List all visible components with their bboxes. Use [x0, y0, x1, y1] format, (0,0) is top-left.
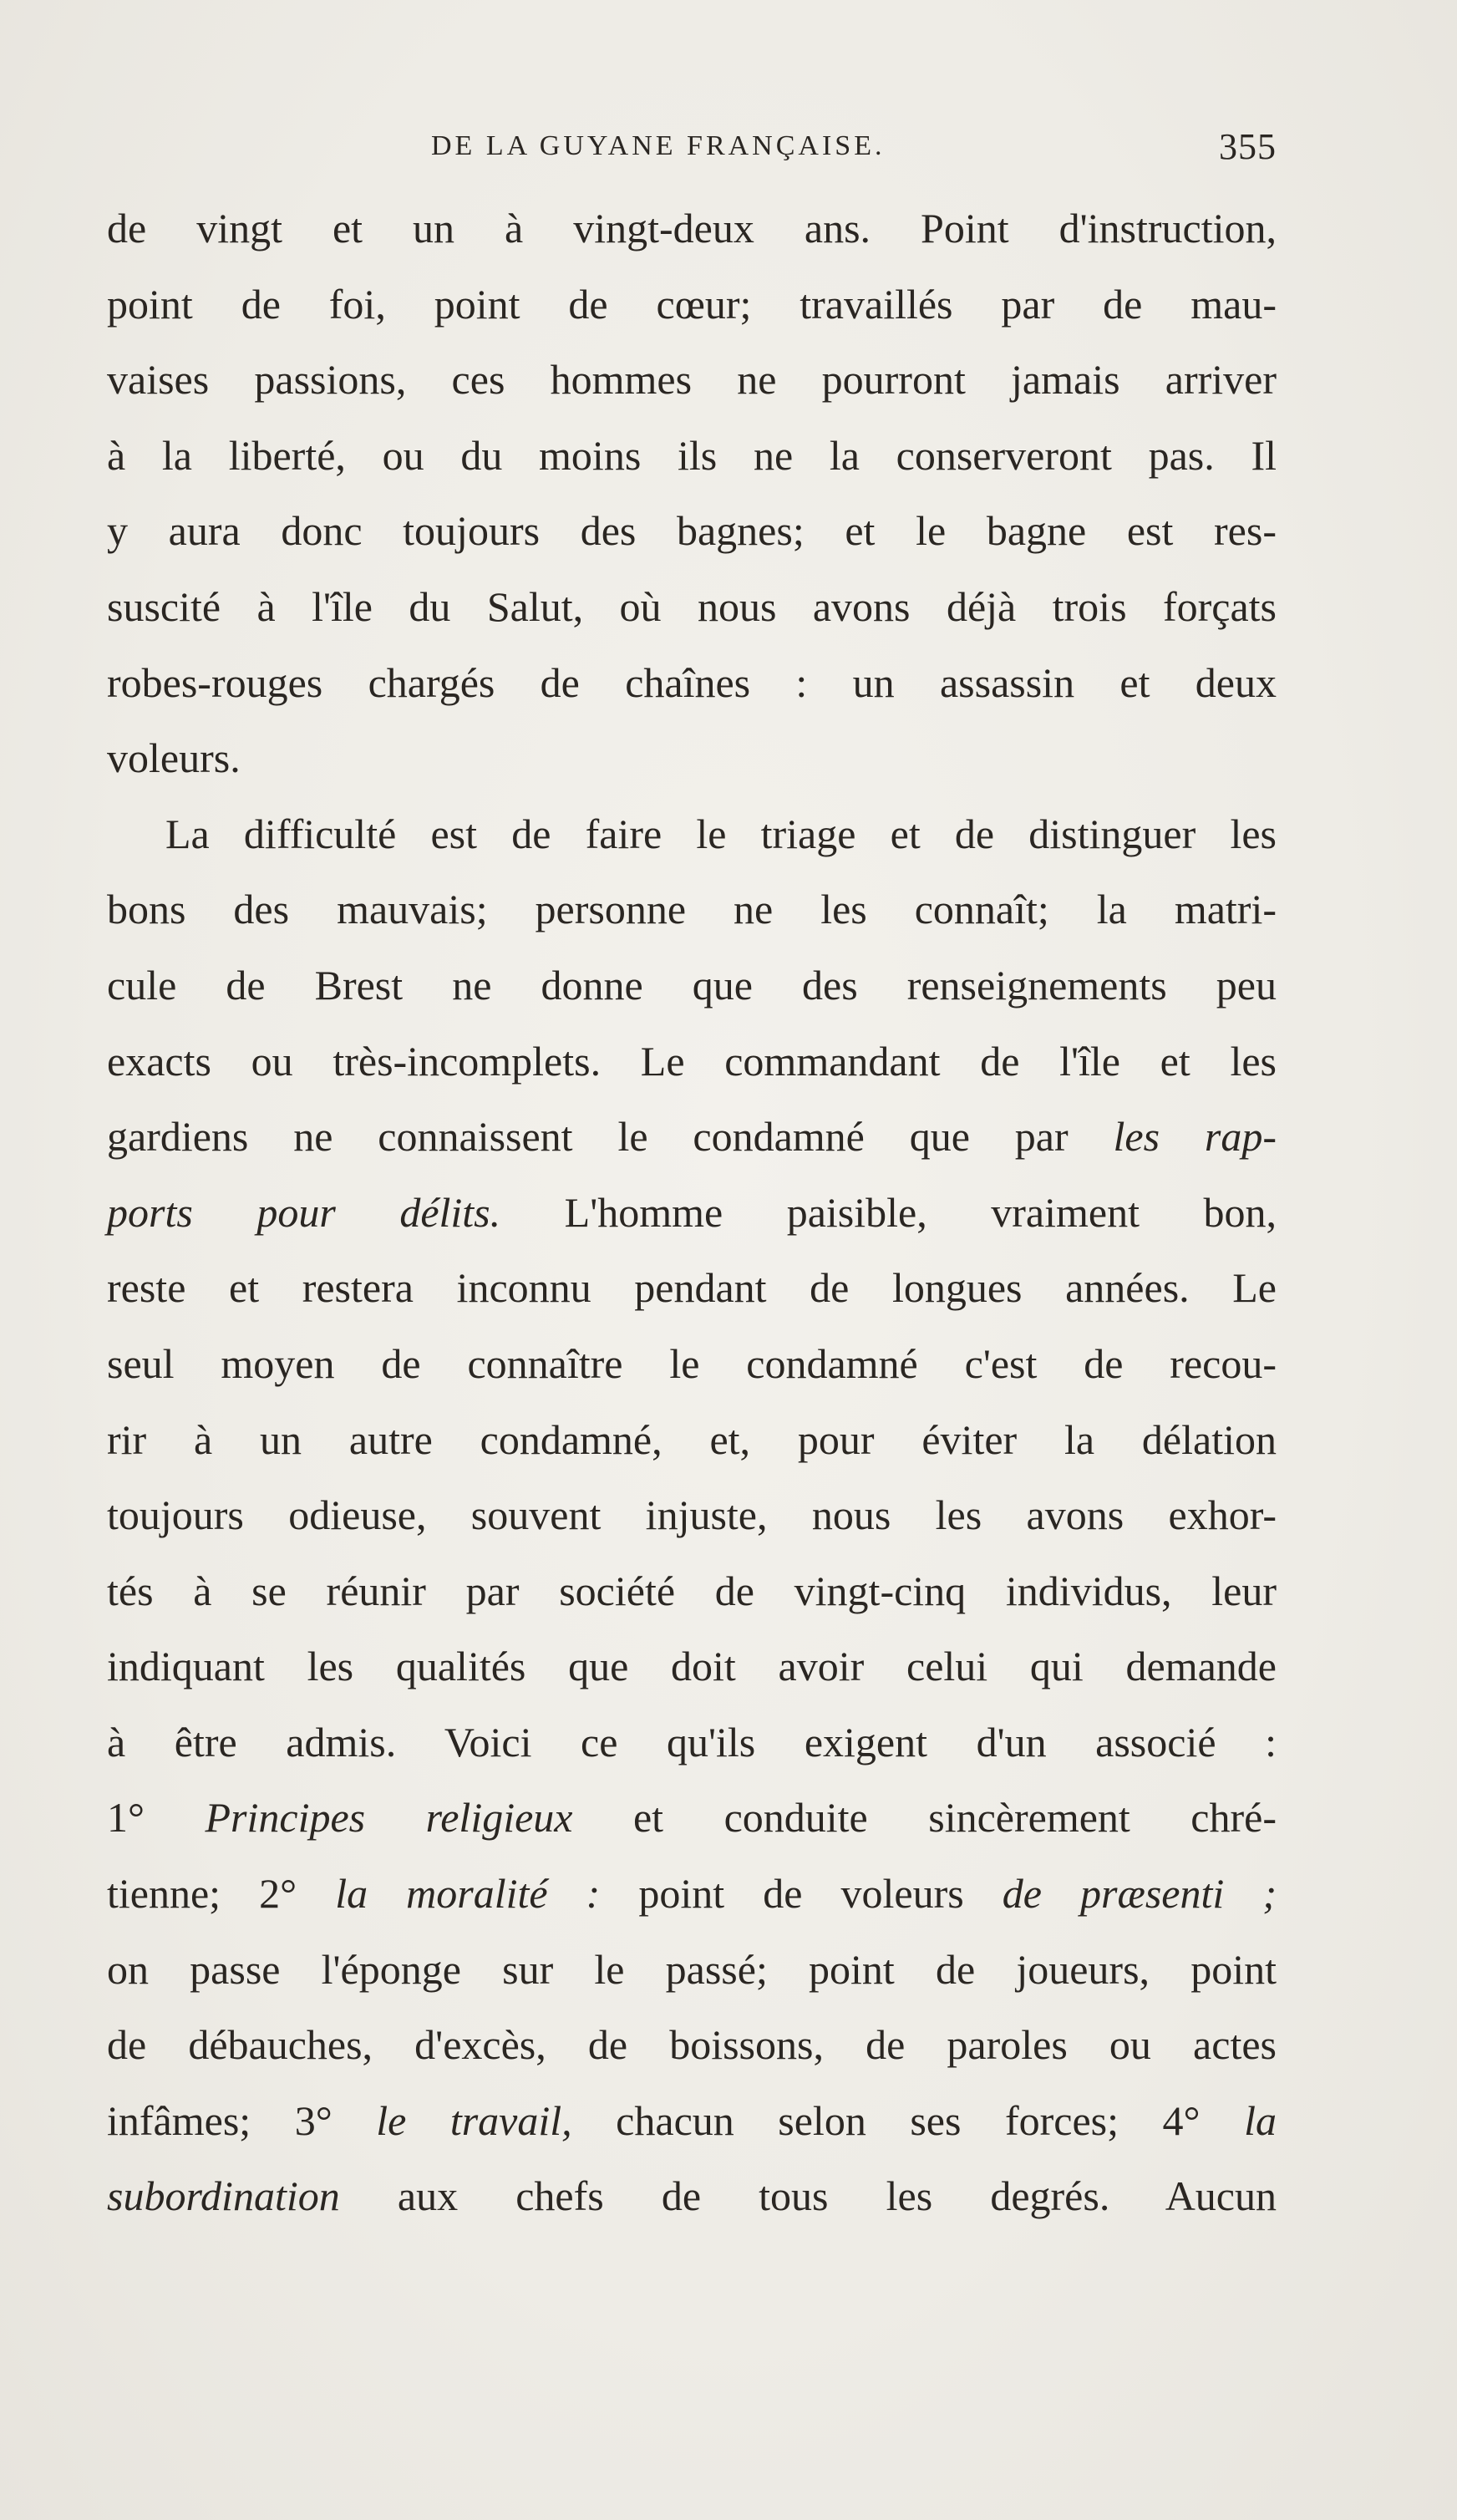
italic-segment: subordination [107, 2172, 340, 2220]
body-text [107, 191, 1277, 2234]
text-segment: chacun selon ses forces; 4° [571, 2096, 1245, 2144]
text-line [107, 1856, 1277, 1932]
italic-segment: les rap- [1113, 1113, 1277, 1161]
text-line: y aura donc toujours des bagnes; et le bagne est res- [107, 507, 1277, 555]
text-segment: gardiens ne connaissent le condamné que par [107, 1113, 1114, 1161]
text-line [107, 1175, 1277, 1251]
text-line: reste et restera inconnu pendant de longues années. Le [107, 1264, 1277, 1312]
text-line: toujours odieuse, souvent injuste, nous les avons exhor- [107, 1491, 1277, 1539]
italic-segment: la [1244, 2096, 1277, 2144]
text-line: vaises passions, ces hommes ne pourront jamais arriver [107, 356, 1277, 404]
text-line [107, 2083, 1277, 2159]
text-line: point de foi, point de cœur; travaillés par de mau- [107, 280, 1277, 328]
italic-segment: de præsenti ; [1002, 1870, 1277, 1918]
text-line: suscité à l'île du Salut, où nous avons déjà trois forçats [107, 582, 1277, 630]
text-line [107, 2158, 1277, 2234]
text-line: seul moyen de connaître le condamné c'est de recou- [107, 1339, 1277, 1387]
text-line: La difficulté est de faire le triage et de distinguer les [165, 810, 1277, 857]
text-line [107, 1099, 1277, 1175]
text-line [107, 1780, 1277, 1856]
text-line: indiquant les qualités que doit avoir celui qui demande [107, 1643, 1277, 1690]
text-line: de débauches, d'excès, de boissons, de paroles ou actes [107, 2021, 1277, 2069]
text-segment: aux chefs de tous les degrés. Aucun [339, 2172, 1277, 2220]
text-line: robes-rouges chargés de chaînes : un assassin et deux [107, 658, 1277, 706]
italic-segment: ports pour délits. [107, 1188, 501, 1236]
text-line: on passe l'éponge sur le passé; point de joueurs, point [107, 1945, 1277, 1993]
italic-segment: le travail, [376, 2096, 572, 2144]
text-line: voleurs. [107, 734, 241, 782]
page-header [107, 125, 1277, 175]
text-line: bons des mauvais; personne ne les connaît; la matri- [107, 886, 1277, 933]
text-segment: 1° [107, 1794, 206, 1842]
text-line: exacts ou très-incomplets. Le commandant de l'île et les [107, 1037, 1277, 1085]
running-title: DE LA GUYANE FRANÇAISE. [431, 130, 886, 161]
text-line: à la liberté, ou du moins ils ne la conserveront pas. Il [107, 431, 1277, 479]
text-segment: infâmes; 3° [107, 2096, 377, 2144]
text-line: cule de Brest ne donne que des renseignements peu [107, 961, 1277, 1009]
text-line: rir à un autre condamné, et, pour éviter la délation [107, 1415, 1277, 1463]
text-segment: L'homme paisible, vraiment bon, [500, 1188, 1277, 1236]
italic-segment: la moralité : [335, 1870, 601, 1918]
text-line: de vingt et un à vingt-deux ans. Point d'instruction, [107, 205, 1277, 251]
text-line: à être admis. Voici ce qu'ils exigent d'un associé : [107, 1718, 1277, 1766]
text-segment: point de voleurs [600, 1870, 1003, 1918]
page-number: 355 [1219, 126, 1277, 167]
text-line: tés à se réunir par société de vingt-cinq individus, leur [107, 1567, 1277, 1614]
italic-segment: Principes religieux [205, 1794, 573, 1842]
text-segment: tienne; 2° [107, 1870, 336, 1918]
text-segment: et conduite sincèrement chré- [572, 1794, 1277, 1842]
